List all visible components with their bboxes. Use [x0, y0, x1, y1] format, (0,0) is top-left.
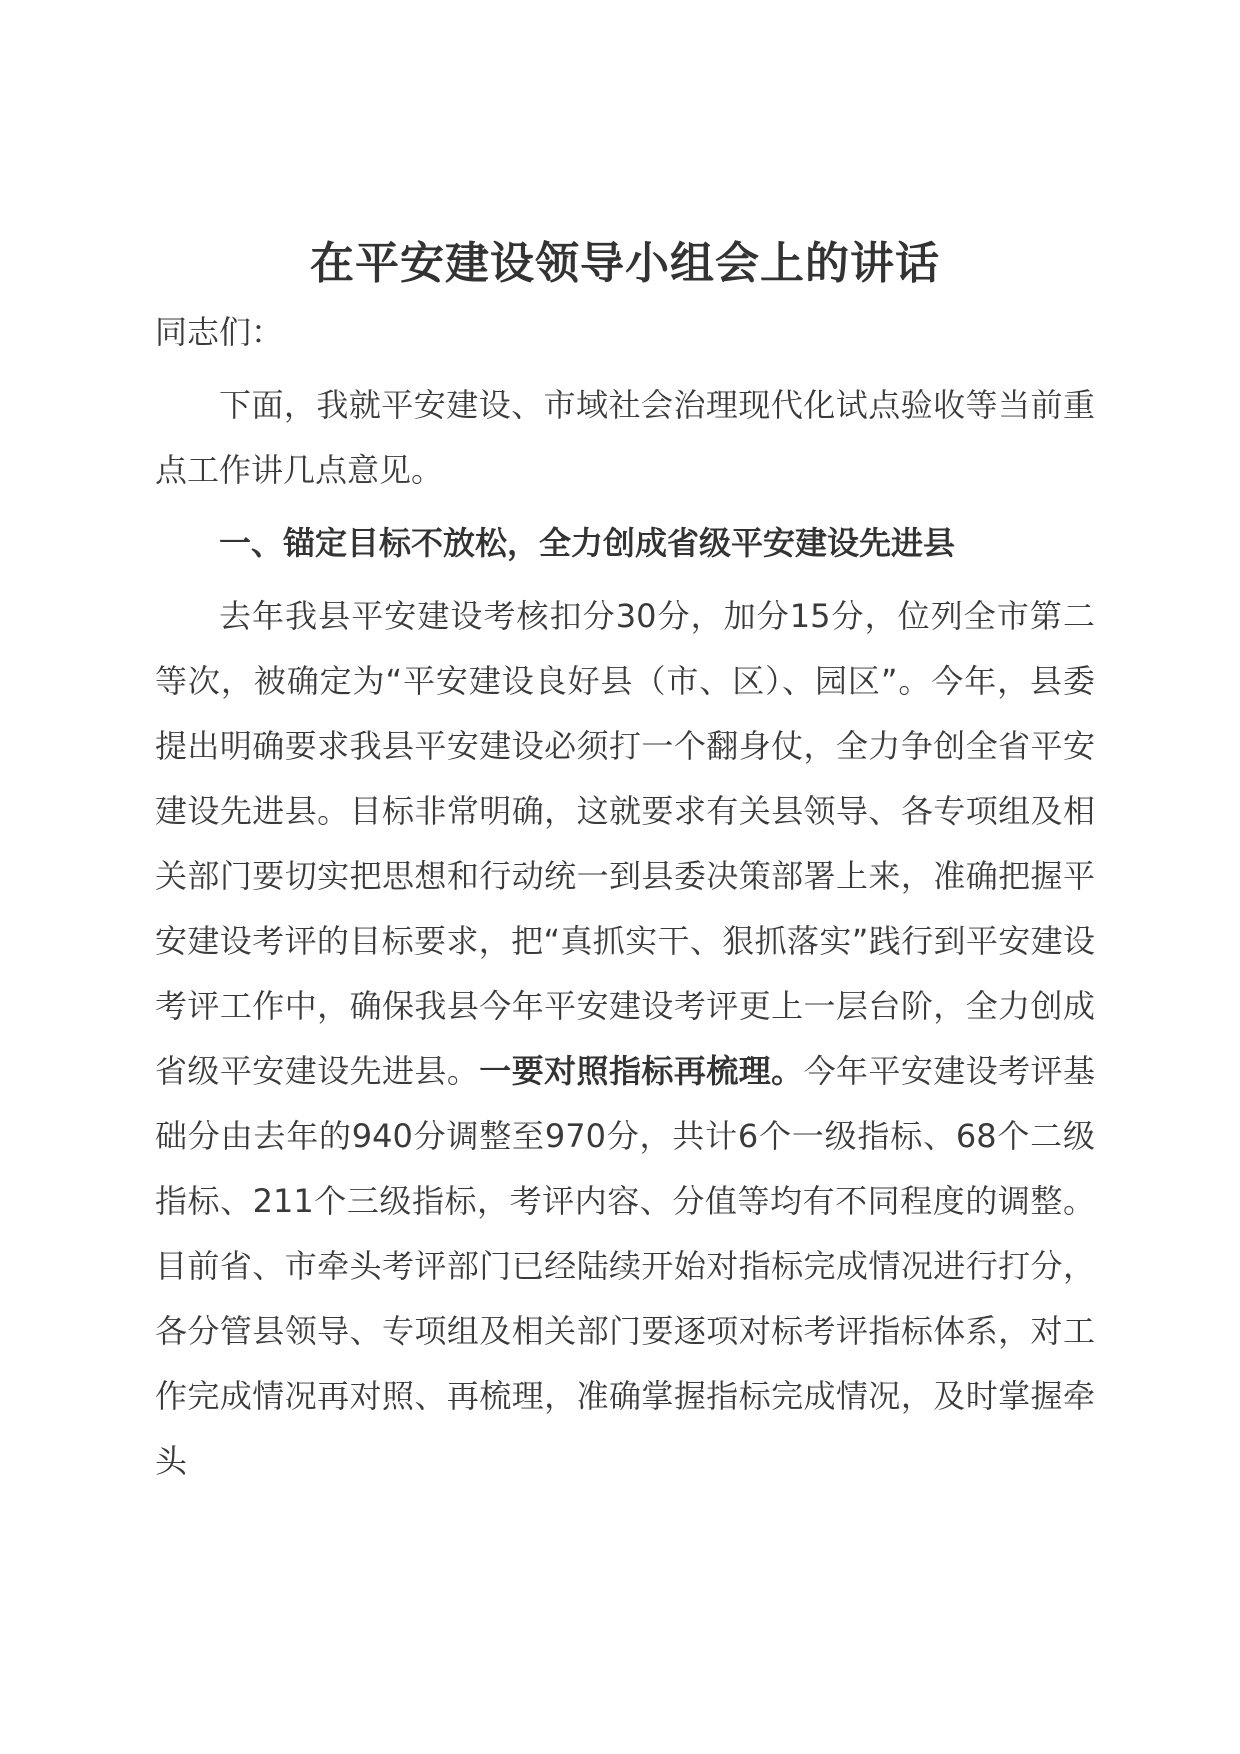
greeting: 同志们： [155, 313, 284, 351]
point-1-label: 一要对照指标再梳理。 [479, 1052, 804, 1090]
document-title: 在平安建设领导小组会上的讲话 [310, 238, 940, 289]
point-1-text: 今年平安建设考评基础分由去年的940分调整至970分，共计6个一级指标、68个二级指标、211个三级指标，考评内容、分值等均有不同程度的调整。目前省、市牵头考评部门已经陆续开始对指标完成情况进行打分，各分管县领导、专项组及相关部门要逐项对标考评指标体系，对工作完成情况再对照、再梳理，准确掌握指标完成情况，及时掌握牵头 [155, 1052, 1095, 1480]
section-1-heading: 一、锚定目标不放松，全力创成省级平安建设先进县 [219, 524, 956, 562]
document-body [155, 232, 1095, 1502]
intro-paragraph: 下面，我就平安建设、市域社会治理现代化试点验收等当前重点工作讲几点意见。 [155, 386, 1095, 489]
section-1-paragraph [155, 584, 1095, 1494]
section-1-paragraph-text: 去年我县平安建设考核扣分30分，加分15分，位列全市第二等次，被确定为“平安建设良好县（市、区）、园区”。今年，县委提出明确要求我县平安建设必须打一个翻身仗，全力争创全省平安建设先进县。目标非常明确，这就要求有关县领导、各专项组及相关部门要切实把思想和行动统一到县委决策部署上来，准确把握平安建设考评的目标要求，把“真抓实干、狠抓落实”践行到平安建设考评工作中，确保我县今年平安建设考评更上一层台阶，全力创成省级平安建设先进县。 [155, 597, 1095, 1090]
